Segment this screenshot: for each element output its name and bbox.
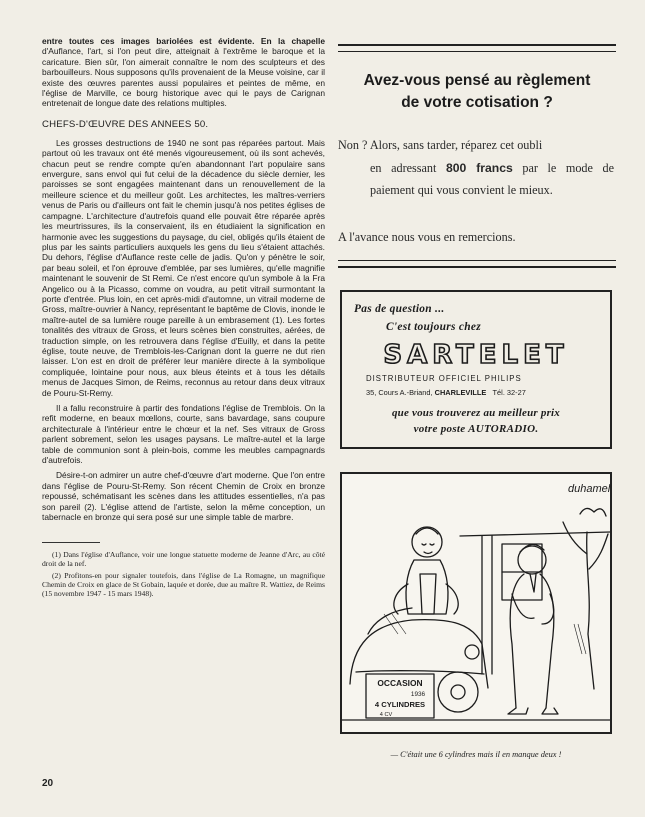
notice-title bbox=[338, 70, 616, 114]
notice-body bbox=[338, 134, 614, 202]
section-heading: CHEFS-D'ŒUVRE DES ANNEES 50. bbox=[42, 118, 209, 130]
notice-title-line: Avez-vous pensé au règlement bbox=[363, 72, 591, 89]
sartelet-advert bbox=[340, 290, 612, 449]
advert-city: CHARLEVILLE bbox=[434, 388, 487, 397]
notice-thanks: A l'avance nous vous en remercions. bbox=[338, 230, 516, 244]
cartoonist-signature: duhamel bbox=[568, 483, 610, 495]
advert-line: C'est toujours chez bbox=[386, 321, 481, 333]
sign-text: 4 CV bbox=[379, 712, 393, 718]
cartoon-illustration bbox=[340, 472, 612, 734]
sign-text: 1936 bbox=[410, 691, 426, 698]
notice-body-continued bbox=[338, 157, 614, 202]
sign-text: 4 CYLINDRES bbox=[374, 700, 426, 709]
advert-street: 35, Cours A.-Briand, bbox=[366, 388, 433, 397]
notice-body-start: Non ? Alors, sans tarder, réparez cet oubli bbox=[338, 138, 543, 152]
article-paragraph: Les grosses destructions de 1940 ne sont pas réparées partout. Mais partout où les travaux ont été menés vigoureusement, où ils sont achevés, chacun peut se rendre compte qu'en abandonnant l'art populaire sans envergure, sans envol qui fut celui de la décadence du siècle dernier, les paroisses se sont engagées maintenant dans un renouvellement de la meilleure science et du meilleur goût. Les architectes, les maîtres-verriers venus de Paris ou d'ailleurs ont fait le chemin jusqu'à nos petites églises de campagne. L'architecture d'autrefois quand elle pouvait être réparée après les meurtrissures, ils la conservaient, ils en étudiaient la signification en harmonie avec les suggestions du paysage, du ciel, obligés qu'ils étaient de plus par les saints particuliers auxquels les gens du lieu s'étaient attachés. Du dehors, l'église d'Auflance reste celle de jadis. Qu'on y pénètre le soir, par beau soleil, et l'on éprouve d'emblée, par ses lumières, qu'elle magnifie maintenant le souvenir de St Remi. Ce n'est encore qu'un symbole à la Fra Angelico ou à la Picasso, comme on voudra, au petit vitrail surmontant la porte d'entrée. Plus loin, en cet après-midi d'automne, un vitrail moderne de Gross, maître-ouvrier à Nancy, représentant le baptême de Clovis, inonde le maître-autel de sa lumière rouge pareille à un embrasement (1). Les fortes tonalités des vitraux de Gross, et leurs scènes bien construites, aérées, de traduction simple, on les retrouvera dans l'église d'Euilly, et dans la petite église, toute neuve, de Tremblois-les-Carignan dont la guerre ne dut rien laisser. L'on est en droit de préférer leur manière directe à la symbolique compliquée, lointaine pour nous, aux bleus éteints et à tous les détails menus de Jacques Simon, de Reims, reconnus au retour dans deux vitraux de Pouru-St-Remy. bbox=[42, 137, 325, 398]
advert-line: que vous trouverez au meilleur prix bbox=[391, 407, 561, 419]
notice-bottom-rule bbox=[338, 260, 616, 268]
notice-body-pre-amount: en adressant bbox=[370, 160, 437, 175]
advert-line: votre poste AUTORADIO. bbox=[413, 423, 539, 435]
cartoon-drawing bbox=[342, 474, 610, 732]
advert-address bbox=[366, 388, 526, 397]
article-paragraph: Désire-t-on admirer un autre chef-d'œuvre d'art moderne. Que l'on entre dans l'église de Pouru-St-Remy. Son récent Chemin de Croix en bronze repoussé, schématisant les scènes dans les attitudes essentielles, n'a pas son pareil (2). L'église attend de l'artiste, selon la même conception, un tabernacle en bronze qui sera posé sur une simple table de marbre. bbox=[42, 470, 325, 523]
advert-brand: SARTELET bbox=[383, 340, 569, 370]
footnote: (2) Profitons-en pour signaler toutefois, dans l'église de La Romagne, un magnifique Chemin de Croix en glace de St Gobain, laquée et dorée, due au maître R. Wattiez, de Reims (15 novembre 1947 - 15 mars 1948). bbox=[42, 571, 325, 599]
notice-body-post-amount: par le mode de paiement qui vous convient le mieux. bbox=[370, 160, 614, 197]
footnote-divider bbox=[42, 542, 100, 543]
advert-phone: Tél. 32-27 bbox=[492, 388, 526, 397]
advert-distributor: DISTRIBUTEUR OFFICIEL PHILIPS bbox=[366, 374, 522, 383]
intro-bold-text: entre toutes ces images bariolées est évidente. En la chapelle bbox=[42, 36, 325, 46]
advert-line: Pas de question ... bbox=[354, 303, 445, 315]
article-intro bbox=[42, 36, 325, 109]
footnote: (1) Dans l'église d'Auflance, voir une longue statuette moderne de Jeanne d'Arc, au côté droit de la nef. bbox=[42, 550, 325, 569]
article-paragraph: Il a fallu reconstruire à partir des fondations l'église de Tremblois. On la refit moderne, en beaux mœllons, courte, sans bavardage, sans coupure architecturale à l'intérieur entre le chœur et la nef. Ses vitraux de Gross parlent sobrement, selon les usages paysans. Le maître-autel et la large table de communion sont à plein-bois, comme les meubles campagnards d'autrefois. bbox=[42, 403, 325, 466]
notice-title-line: de votre cotisation ? bbox=[401, 94, 553, 111]
cartoon-caption: — C'était une 6 cylindres mais il en manque deux ! bbox=[390, 750, 562, 759]
sign-text: OCCASION bbox=[377, 678, 423, 688]
page-number: 20 bbox=[42, 778, 54, 789]
intro-text: d'Auflance, l'art, si l'on peut dire, atteignait à l'extrême le baroque et la caricature. Bien sûr, l'on aimerait connaître le nom des sculpteurs et des barbouilleurs. Nous supposons qu'ils provenaient de la Meuse voisine, car il existe des œuvres parentes aussi populaires et peintes de même, en l'église de Marville, ce bourg historique avec qui le pays de Carignan entretenait de longue date des relations multiples. bbox=[42, 46, 325, 109]
notice-top-rule bbox=[338, 44, 616, 52]
article-column bbox=[42, 36, 325, 601]
notice-amount: 800 francs bbox=[445, 160, 513, 175]
